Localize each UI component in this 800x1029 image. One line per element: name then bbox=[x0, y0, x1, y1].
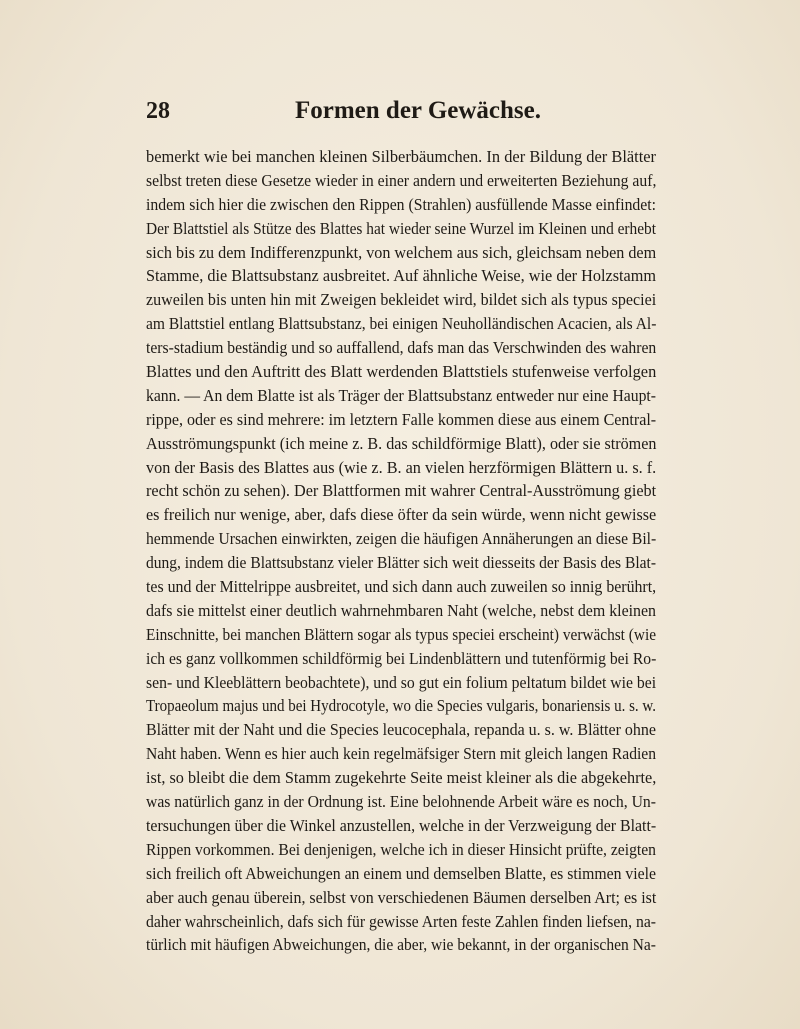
text-line: sich bis zu dem Indifferenzpunkt, von welchem aus sich, gleichsam neben dem bbox=[146, 242, 657, 262]
text-line: Stamme, die Blattsubstanz ausbreitet. Auf ähnliche Weise, wie der Holzstamm bbox=[146, 266, 656, 286]
text-line: Rippen vorkommen. Bei denjenigen, welche ich in dieser Hinsicht prüfte, zeigten bbox=[146, 839, 656, 859]
text-line: ich es ganz vollkommen schildförmig bei Lindenblättern und tutenförmig bei Ro- bbox=[146, 648, 657, 668]
text-line: Der Blattstiel als Stütze des Blattes hat wieder seine Wurzel im Kleinen und erhebt bbox=[146, 218, 656, 238]
running-title: Formen der Gewächse. bbox=[294, 97, 541, 124]
text-line: Blätter mit der Naht und die Species leucocephala, repanda u. s. w. Blätter ohne bbox=[146, 720, 656, 740]
text-line: aber auch genau überein, selbst von verschiedenen Bäumen derselben Art; es ist bbox=[146, 887, 657, 907]
text-line: von der Basis des Blattes aus (wie z. B. an vielen herzförmigen Blättern u. s. f. bbox=[146, 457, 657, 477]
text-line: türlich mit häufigen Abweichungen, die aber, wie bekannt, in der organischen Na- bbox=[146, 935, 656, 955]
text-line: indem sich hier die zwischen den Rippen (Strahlen) ausfüllende Masse einfindet: bbox=[146, 194, 656, 214]
text-line: Blattes und den Auftritt des Blatt werdenden Blattstiels stufenweise verfolgen bbox=[146, 362, 657, 382]
text-line: hemmende Ursachen einwirkten, zeigen die häufigen Annäherungen an diese Bil- bbox=[146, 529, 657, 549]
text-line: Naht haben. Wenn es hier auch kein regelmäfsiger Stern mit gleich langen Radien bbox=[146, 744, 656, 764]
text-line: kann. — An dem Blatte ist als Träger der Blattsubstanz entweder nur eine Haupt- bbox=[146, 385, 656, 405]
text-line: zuweilen bis unten hin mit Zweigen bekleidet wird, bildet sich als typus speciei bbox=[146, 290, 657, 310]
text-line: dafs sie mittelst einer deutlich wahrnehmbaren Naht (welche, nebst dem kleinen bbox=[146, 600, 656, 620]
text-line: dung, indem die Blattsubstanz vieler Blätter sich weit diesseits der Basis des Blat- bbox=[146, 553, 656, 573]
text-line: am Blattstiel entlang Blattsubstanz, bei einigen Neuholländischen Acacien, als Al- bbox=[146, 314, 657, 334]
text-line: Einschnitte, bei manchen Blättern sogar als typus speciei erscheint) verwächst (wie bbox=[146, 624, 656, 644]
text-line: es freilich nur wenige, aber, dafs diese öfter da sein würde, wenn nicht gewisse bbox=[146, 505, 657, 525]
text-line: ist, so bleibt die dem Stamm zugekehrte Seite meist kleiner als die abgekehrte, bbox=[146, 768, 657, 788]
text-line: bemerkt wie bei manchen kleinen Silberbäumchen. In der Bildung der Blätter bbox=[146, 147, 656, 166]
text-line: recht schön zu sehen). Der Blattformen mit wahrer Central-Ausströmung giebt bbox=[146, 481, 657, 501]
text-line: ters-stadium beständig und so auffallend, dafs man das Verschwinden des wahren bbox=[146, 338, 657, 358]
text-line: tersuchungen über die Winkel anzustellen, welche in der Verzweigung der Blatt- bbox=[146, 815, 657, 835]
text-line: sich freilich oft Abweichungen an einem und demselben Blatte, es stimmen viele bbox=[146, 863, 656, 883]
text-line: was natürlich ganz in der Ordnung ist. Eine belohnende Arbeit wäre es noch, Un- bbox=[146, 792, 656, 812]
body-text bbox=[146, 145, 656, 957]
text-line: Tropaeolum majus und bei Hydrocotyle, wo die Species vulgaris, bonariensis u. s. w. bbox=[146, 696, 656, 716]
page-header bbox=[146, 94, 656, 128]
text-line: rippe, oder es sind mehrere: im letztern Falle kommen diese aus einem Central- bbox=[146, 409, 657, 429]
text-line: tes und der Mittelrippe ausbreitet, und sich dann auch zuweilen so innig berührt, bbox=[146, 577, 657, 597]
text-line: selbst treten diese Gesetze wieder in einer andern und erweiterten Beziehung auf, bbox=[146, 170, 657, 190]
text-line: daher wahrscheinlich, dafs sich für gewisse Arten feste Zahlen finden liefsen, na- bbox=[146, 911, 656, 931]
page-number: 28 bbox=[146, 98, 170, 124]
text-line: sen- und Kleeblättern beobachtete), und so gut ein folium peltatum bildet wie bei bbox=[146, 672, 657, 692]
text-line: Ausströmungspunkt (ich meine z. B. das schildförmige Blatt), oder sie strömen bbox=[146, 433, 657, 453]
